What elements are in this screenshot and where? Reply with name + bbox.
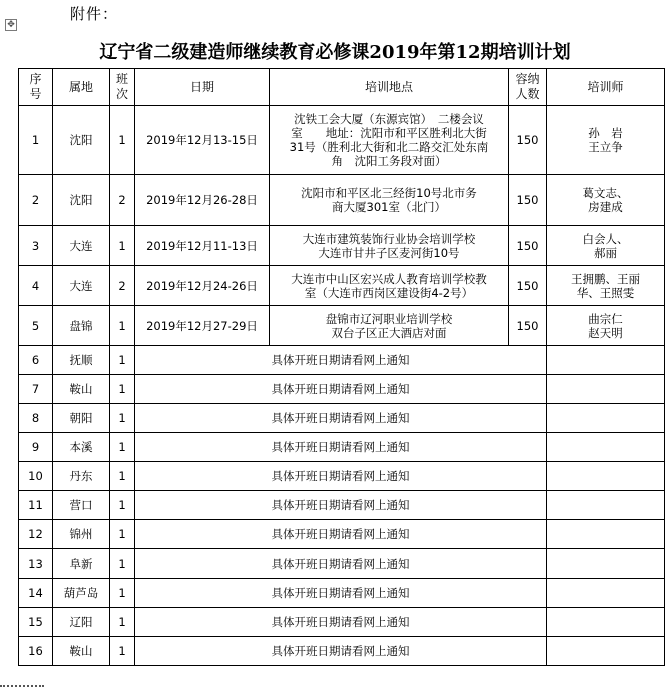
seq-cell: 2 xyxy=(19,175,53,226)
header-region: 属地 xyxy=(53,69,110,106)
table-row xyxy=(19,266,665,306)
class-cell: 1 xyxy=(110,106,135,175)
class-cell: 1 xyxy=(110,404,135,433)
table-row xyxy=(19,462,665,491)
region-cell: 鞍山 xyxy=(53,375,110,404)
trainer-cell xyxy=(547,346,665,375)
seq-cell: 9 xyxy=(19,433,53,462)
pending-notice-cell: 具体开班日期请看网上通知 xyxy=(135,549,547,579)
class-cell: 1 xyxy=(110,462,135,491)
date-cell: 2019年12月26-28日 xyxy=(135,175,270,226)
capacity-cell: 150 xyxy=(509,175,547,226)
table-row xyxy=(19,520,665,549)
date-cell: 2019年12月27-29日 xyxy=(135,306,270,346)
trainer-cell xyxy=(547,608,665,637)
pending-notice-cell: 具体开班日期请看网上通知 xyxy=(135,404,547,433)
header-seq: 序号 xyxy=(19,69,53,106)
location-line: 沈阳市和平区北三经街10号北市务 xyxy=(301,186,477,200)
class-cell: 2 xyxy=(110,175,135,226)
pending-notice-cell: 具体开班日期请看网上通知 xyxy=(135,433,547,462)
location-line: 大连市甘井子区麦河街10号 xyxy=(318,245,460,260)
seq-cell: 5 xyxy=(19,306,53,346)
header-row xyxy=(19,69,665,106)
table-row xyxy=(19,637,665,666)
trainer-line: 白会人、 xyxy=(582,231,629,246)
region-cell: 盘锦 xyxy=(53,306,110,346)
trainer-line: 郝丽 xyxy=(594,245,617,260)
region-cell: 锦州 xyxy=(53,520,110,549)
table-move-handle-icon[interactable]: ✥ xyxy=(5,19,17,31)
table-row xyxy=(19,375,665,404)
header-capacity: 容纳人数 xyxy=(509,69,547,106)
trainer-cell xyxy=(547,491,665,520)
table-row xyxy=(19,579,665,608)
region-cell: 朝阳 xyxy=(53,404,110,433)
training-plan-table xyxy=(18,68,665,666)
trainer-cell xyxy=(547,404,665,433)
region-cell: 丹东 xyxy=(53,462,110,491)
trainer-line: 王立争 xyxy=(588,140,623,154)
class-cell: 1 xyxy=(110,306,135,346)
region-cell: 大连 xyxy=(53,226,110,266)
trainer-line: 曲宗仁 xyxy=(588,311,623,326)
region-cell: 鞍山 xyxy=(53,637,110,666)
table-row xyxy=(19,491,665,520)
region-cell: 沈阳 xyxy=(53,175,110,226)
capacity-cell: 150 xyxy=(509,226,547,266)
table-row xyxy=(19,433,665,462)
class-cell: 1 xyxy=(110,226,135,266)
trainer-line: 孙 岩 xyxy=(588,126,623,140)
pending-notice-cell: 具体开班日期请看网上通知 xyxy=(135,579,547,608)
trainer-cell xyxy=(547,226,665,266)
table-resize-handle[interactable] xyxy=(0,685,44,691)
class-cell: 1 xyxy=(110,549,135,579)
location-cell xyxy=(270,306,509,346)
seq-cell: 3 xyxy=(19,226,53,266)
location-line: 角 沈阳工务段对面） xyxy=(331,154,447,168)
region-cell: 阜新 xyxy=(53,549,110,579)
seq-cell: 16 xyxy=(19,637,53,666)
trainer-cell xyxy=(547,306,665,346)
class-cell: 1 xyxy=(110,433,135,462)
capacity-cell: 150 xyxy=(509,306,547,346)
trainer-line: 葛文志、 xyxy=(582,186,629,200)
table-row xyxy=(19,404,665,433)
trainer-cell xyxy=(547,549,665,579)
header-trainer: 培训师 xyxy=(547,69,665,106)
pending-notice-cell: 具体开班日期请看网上通知 xyxy=(135,491,547,520)
region-cell: 辽阳 xyxy=(53,608,110,637)
class-cell: 1 xyxy=(110,346,135,375)
location-line: 盘锦市辽河职业培训学校 xyxy=(325,311,453,326)
table-row xyxy=(19,175,665,226)
capacity-cell: 150 xyxy=(509,106,547,175)
trainer-cell xyxy=(547,433,665,462)
location-line: 沈铁工会大厦（东源宾馆） 二楼会议 xyxy=(294,112,484,126)
seq-cell: 10 xyxy=(19,462,53,491)
class-cell: 1 xyxy=(110,491,135,520)
region-cell: 大连 xyxy=(53,266,110,306)
region-cell: 本溪 xyxy=(53,433,110,462)
class-cell: 1 xyxy=(110,375,135,404)
trainer-line: 赵天明 xyxy=(588,325,623,340)
table-row xyxy=(19,226,665,266)
region-cell: 葫芦岛 xyxy=(53,579,110,608)
class-cell: 1 xyxy=(110,637,135,666)
seq-cell: 6 xyxy=(19,346,53,375)
pending-notice-cell: 具体开班日期请看网上通知 xyxy=(135,375,547,404)
trainer-line: 王拥鹏、王丽 xyxy=(571,271,640,286)
attachment-label: 附件： xyxy=(70,5,119,23)
location-cell xyxy=(270,266,509,306)
seq-cell: 4 xyxy=(19,266,53,306)
class-cell: 1 xyxy=(110,579,135,608)
location-line: 大连市建筑装饰行业协会培训学校 xyxy=(302,231,476,246)
trainer-cell xyxy=(547,579,665,608)
location-line: 双台子区正大酒店对面 xyxy=(331,325,447,340)
header-location: 培训地点 xyxy=(270,69,509,106)
date-cell: 2019年12月11-13日 xyxy=(135,226,270,266)
document-title: 辽宁省二级建造师继续教育必修课2019年第12期培训计划 xyxy=(99,42,571,63)
trainer-cell xyxy=(547,375,665,404)
class-cell: 1 xyxy=(110,608,135,637)
pending-notice-cell: 具体开班日期请看网上通知 xyxy=(135,637,547,666)
trainer-cell xyxy=(547,462,665,491)
seq-cell: 7 xyxy=(19,375,53,404)
pending-notice-cell: 具体开班日期请看网上通知 xyxy=(135,520,547,549)
date-cell: 2019年12月13-15日 xyxy=(135,106,270,175)
trainer-cell xyxy=(547,106,665,175)
header-date: 日期 xyxy=(135,69,270,106)
capacity-cell: 150 xyxy=(509,266,547,306)
trainer-line: 房建成 xyxy=(588,200,623,214)
header-class: 班次 xyxy=(110,69,135,106)
date-cell: 2019年12月24-26日 xyxy=(135,266,270,306)
seq-cell: 12 xyxy=(19,520,53,549)
table-row xyxy=(19,306,665,346)
table-row xyxy=(19,106,665,175)
location-line: 31号（胜利北大街和北二路交汇处东南 xyxy=(289,140,489,154)
region-cell: 抚顺 xyxy=(53,346,110,375)
trainer-cell xyxy=(547,520,665,549)
location-line: 大连市中山区宏兴成人教育培训学校教 xyxy=(291,271,487,286)
seq-cell: 11 xyxy=(19,491,53,520)
location-line: 室 地址：沈阳市和平区胜利北大街 xyxy=(291,126,487,140)
seq-cell: 13 xyxy=(19,549,53,579)
location-line: 商大厦301室（北门） xyxy=(332,200,446,214)
table-row xyxy=(19,346,665,375)
class-cell: 2 xyxy=(110,266,135,306)
location-cell xyxy=(270,175,509,226)
trainer-cell xyxy=(547,175,665,226)
region-cell: 营口 xyxy=(53,491,110,520)
seq-cell: 1 xyxy=(19,106,53,175)
class-cell: 1 xyxy=(110,520,135,549)
trainer-line: 华、王照雯 xyxy=(576,285,635,300)
seq-cell: 8 xyxy=(19,404,53,433)
seq-cell: 15 xyxy=(19,608,53,637)
table-row xyxy=(19,549,665,579)
location-cell xyxy=(270,106,509,175)
pending-notice-cell: 具体开班日期请看网上通知 xyxy=(135,608,547,637)
seq-cell: 14 xyxy=(19,579,53,608)
location-line: 室（大连市西岗区建设街4-2号） xyxy=(304,285,474,300)
pending-notice-cell: 具体开班日期请看网上通知 xyxy=(135,346,547,375)
region-cell: 沈阳 xyxy=(53,106,110,175)
table-row xyxy=(19,608,665,637)
trainer-cell xyxy=(547,637,665,666)
location-cell xyxy=(270,226,509,266)
pending-notice-cell: 具体开班日期请看网上通知 xyxy=(135,462,547,491)
trainer-cell xyxy=(547,266,665,306)
